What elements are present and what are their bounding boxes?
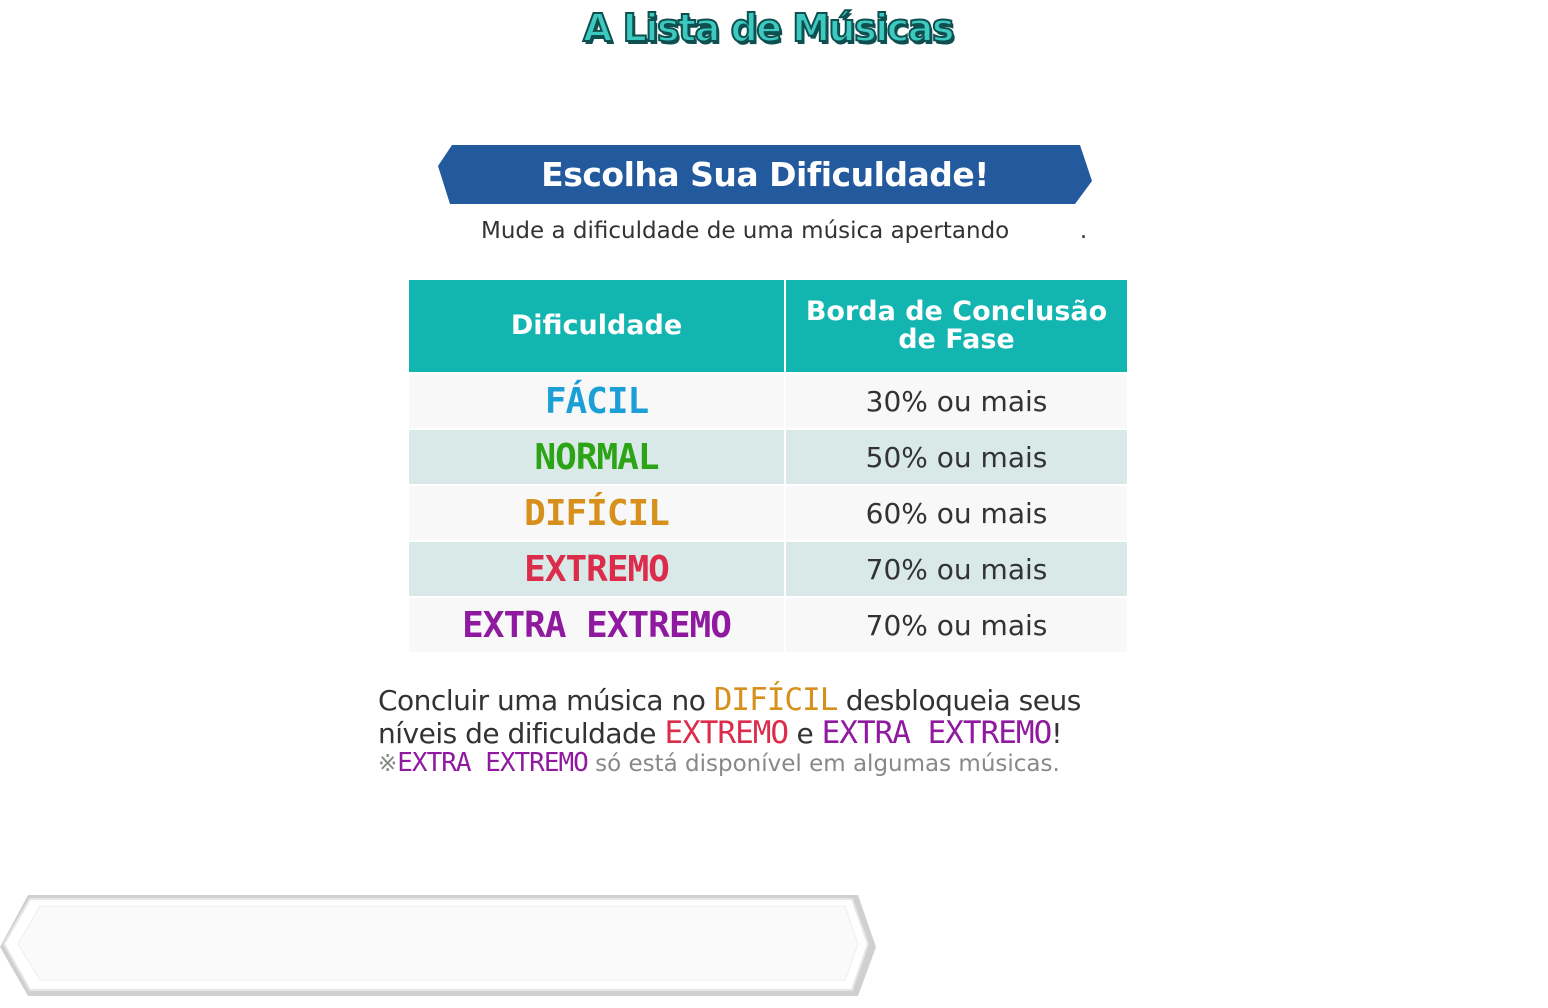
bottom-panel-shape (0, 892, 880, 1000)
note-text: só está disponível em algumas músicas. (587, 751, 1060, 777)
requirement-cell: 60% ou mais (785, 485, 1127, 541)
instruction-end: . (1079, 218, 1088, 244)
page-title: A Lista de Músicas (582, 6, 954, 50)
level-cell (409, 373, 785, 429)
unlock-extreme: EXTREMO (664, 715, 789, 751)
unlock-part4: e (788, 717, 822, 750)
header-clear-border (785, 280, 1127, 373)
unlock-part5: ! (1051, 717, 1062, 750)
level-cell (409, 597, 785, 652)
availability-note (378, 748, 1060, 778)
unlock-part2: desbloqueia seus (837, 684, 1081, 717)
header-clear-border-line1: Borda de Conclusão (805, 296, 1108, 327)
requirement-cell: 50% ou mais (785, 429, 1127, 485)
level-cell (409, 485, 785, 541)
table-row (409, 485, 1127, 541)
level-extreme: EXTREMO (524, 548, 669, 590)
unlock-line-2 (378, 717, 1081, 750)
level-normal: NORMAL (534, 436, 659, 478)
unlock-part3: níveis de dificuldade (378, 717, 665, 750)
table-row (409, 373, 1127, 429)
level-cell (409, 541, 785, 597)
table-row (409, 541, 1127, 597)
unlock-line-1 (378, 684, 1081, 717)
table-row (409, 429, 1127, 485)
banner-label: Escolha Sua Dificuldade! (541, 155, 989, 194)
note-mark: ※ (378, 751, 398, 777)
table-row (409, 597, 1127, 652)
unlock-extra-extreme: EXTRA EXTREMO (821, 715, 1052, 751)
note-extra-extreme: EXTRA EXTREMO (397, 748, 588, 778)
header-difficulty: Dificuldade (409, 280, 785, 373)
level-easy: FÁCIL (544, 380, 649, 422)
requirement-cell: 70% ou mais (785, 541, 1127, 597)
instruction-label: Mude a dificuldade de uma música apertando (481, 218, 1010, 244)
unlock-text (378, 684, 1081, 750)
difficulty-table (409, 280, 1127, 652)
level-extra-extreme: EXTRA EXTREMO (462, 604, 731, 646)
unlock-part1: Concluir uma música no (378, 684, 714, 717)
unlock-hard: DIFÍCIL (713, 682, 838, 718)
table-header-row (409, 280, 1127, 373)
bottom-info-panel (0, 892, 880, 1000)
level-cell (409, 429, 785, 485)
header-clear-border-line2: de Fase (898, 324, 1015, 355)
difficulty-banner (438, 145, 1092, 204)
requirement-cell: 30% ou mais (785, 373, 1127, 429)
instruction-text (481, 218, 1087, 244)
level-hard: DIFÍCIL (524, 492, 669, 534)
requirement-cell: 70% ou mais (785, 597, 1127, 652)
